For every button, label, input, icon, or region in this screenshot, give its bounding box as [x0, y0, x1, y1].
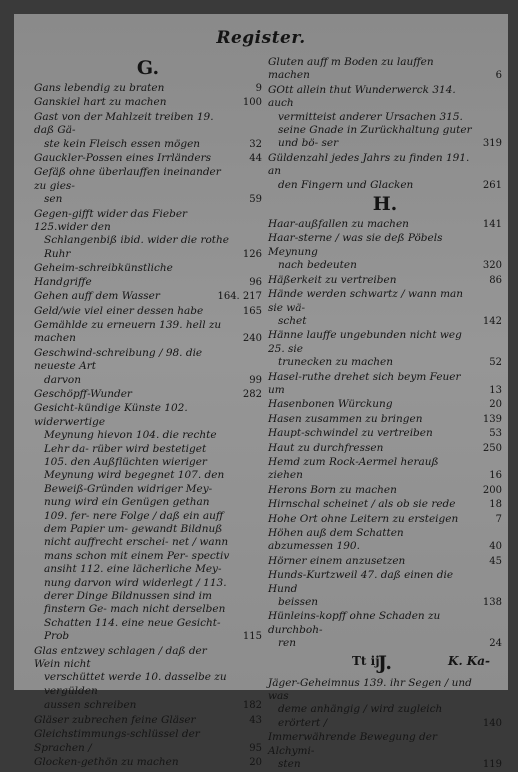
entry-text: Herons Born zu machen	[268, 483, 397, 496]
entry-continuation: nach bedeuten	[278, 259, 357, 272]
entry-continuation: deme anhängig / wird zugleich erörtert /	[278, 703, 443, 729]
entry-page-number: 126	[242, 248, 262, 260]
entry-page-number: 9	[255, 83, 262, 94]
index-column-left	[34, 56, 262, 769]
entries-h	[268, 218, 502, 651]
entry-text: Hasenbonen Würckung	[268, 398, 393, 411]
entry-text: Hünleins-kopff ohne Schaden zu durchboh-	[268, 610, 441, 636]
index-entry	[268, 84, 502, 151]
entry-page-number: 139	[482, 413, 502, 425]
entry-text: Gans lebendig zu braten	[34, 82, 165, 94]
index-entry	[34, 208, 262, 262]
entry-page-number: 6	[495, 70, 502, 82]
entry-text: Haar-außfallen zu machen	[268, 218, 409, 231]
entries-g	[34, 82, 262, 769]
entry-text: Gläser zubrechen feine Gläser	[34, 713, 196, 726]
index-entry	[268, 498, 502, 511]
entry-text: Ganskiel hart zu machen	[34, 96, 167, 109]
index-entry	[34, 262, 262, 289]
index-entry	[268, 555, 502, 568]
entry-text: Jäger-Geheimnus 139. ihr Segen / und was	[268, 676, 472, 703]
index-entry	[268, 427, 502, 440]
index-entry	[34, 699, 262, 712]
index-entry	[268, 610, 502, 650]
entry-text: Güldenzahl jedes Jahrs zu finden 191. an	[268, 151, 470, 178]
index-entry	[34, 319, 262, 346]
entry-continuation: vermitteist anderer Ursachen 315. seine Gnade in Zurückhaltung guter und bö- ser	[278, 110, 472, 150]
entry-text: Hände werden schwartz / wann man sie wä-	[268, 288, 464, 314]
entry-text: Geheim-schreibkünstliche Handgriffe	[34, 262, 173, 288]
entry-text: Gleichstimmungs-schlüssel der Sprachen /	[34, 728, 200, 754]
index-entry	[34, 388, 262, 401]
entry-text: Gast von der Mahlzeit treiben 19. daß Gä-	[34, 110, 214, 137]
entry-page-number: 261	[482, 179, 502, 191]
entries-j	[268, 677, 502, 772]
entry-continuation: ren	[278, 637, 296, 650]
index-entry	[268, 442, 502, 455]
entry-page-number: 43	[249, 714, 262, 726]
entry-page-number: 141	[482, 219, 502, 231]
entry-page-number: 45	[489, 555, 502, 567]
index-entry	[34, 756, 262, 769]
entry-text: Hirnschal scheinet / als ob sie rede	[268, 498, 456, 511]
index-entry	[268, 456, 502, 483]
entry-page-number: 86	[489, 274, 502, 286]
entry-text: Hemd zum Rock-Aermel herauß ziehen	[268, 455, 439, 482]
signature-mark: Tt ij	[352, 654, 380, 668]
entry-continuation: sten	[278, 758, 301, 771]
index-entry	[268, 569, 502, 609]
entry-continuation: Schlangenbiß ibid. wider die rothe Ruhr	[44, 234, 229, 260]
entry-page-number: 44	[249, 153, 262, 165]
index-entry	[34, 714, 262, 727]
page-title: Register.	[216, 28, 306, 48]
entry-text: Hasel-ruthe drehet sich beym Feuer um	[268, 370, 461, 396]
entry-page-number: 319	[482, 138, 502, 150]
entry-text: Glocken-gethön zu machen	[34, 755, 179, 768]
entry-text: Höhen auß dem Schatten abzumessen 190.	[268, 527, 404, 553]
index-entry	[268, 232, 502, 272]
index-entry	[34, 111, 262, 151]
entry-page-number: 250	[482, 442, 502, 454]
entry-page-number: 164. 217	[217, 291, 262, 303]
entry-page-number: 18	[489, 499, 502, 511]
entry-text: Hunds-Kurtzweil 47. daß einen die Hund	[268, 569, 454, 595]
entry-page-number: 20	[489, 399, 502, 411]
index-entry	[34, 82, 262, 95]
entry-continuation: aussen schreiben	[44, 699, 137, 712]
index-entry	[34, 166, 262, 206]
entry-page-number: 95	[249, 742, 262, 754]
index-entry	[34, 402, 262, 643]
entry-text: GOtt allein thut Wunderwerck 314. auch	[268, 83, 456, 110]
entry-text: Gemählde zu erneuern 139. hell zu machen	[34, 318, 222, 345]
entry-text: Geschöpff-Wunder	[34, 387, 132, 400]
entry-page-number: 16	[489, 470, 502, 482]
index-entry	[268, 527, 502, 554]
index-entry	[268, 677, 502, 731]
section-letter-h: H.	[372, 193, 398, 216]
entry-page-number: 240	[242, 333, 262, 345]
index-entry	[268, 731, 502, 771]
entry-continuation: Meynung hievon 104. die rechte Lehr da- rüber wird bestetiget 105. den Außflüchten wieriger Meynung wird begegnet 107. den Beweiß-Gründen widriger Mey- nung wird ein Genügen gethan 109. fer- nere Folge / daß ein auff dem Papier um- gewandt Bildnuß nicht auffrecht erschei- net / wann mans schon mit einem Per- spectiv ansiht 112. eine lächerliche Mey- nung darvon wird widerlegt / 113. derer Dinge Bildnussen sind im finstern Ge- mach nicht derselben Schatten 114. eine neue Gesicht-Prob	[44, 429, 230, 643]
entry-text: Haar-sterne / was sie deß Pöbels Meynung	[268, 232, 443, 258]
entry-text: Haut zu durchfressen	[268, 441, 384, 454]
index-entry	[268, 274, 502, 287]
entry-page-number: 142	[482, 315, 502, 327]
index-entry	[34, 728, 262, 755]
index-entry	[268, 513, 502, 526]
entry-text: Gegen-gifft wider das Fieber 125.wider den	[34, 207, 188, 234]
entry-text: Geschwind-schreibung / 98. die neueste Art	[34, 346, 203, 373]
index-entry	[34, 645, 262, 699]
entry-page-number: 24	[489, 638, 502, 650]
entry-page-number: 320	[482, 260, 502, 272]
entry-page-number: 13	[489, 384, 502, 396]
entry-continuation: trunecken zu machen	[278, 356, 394, 369]
section-letter-g: G.	[136, 57, 160, 79]
entry-text: Glas entzwey schlagen / daß der Wein nicht	[34, 644, 207, 671]
catchword: K. Ka-	[448, 654, 490, 668]
index-entry	[268, 398, 502, 411]
entry-text: Gluten auff m Boden zu lauffen machen	[268, 56, 434, 82]
entry-page-number: 99	[249, 374, 262, 386]
index-entry	[268, 484, 502, 497]
index-entry	[268, 56, 502, 83]
section-letter-j: J.	[377, 651, 393, 674]
entry-continuation: beissen	[278, 596, 319, 609]
entry-continuation: ste kein Fleisch essen mögen	[44, 137, 201, 150]
entry-text: Gauckler-Possen eines Irrländers	[34, 152, 212, 165]
entry-text: Hörner einem anzusetzen	[268, 554, 406, 567]
entry-page-number: 7	[495, 513, 502, 525]
entry-page-number: 52	[489, 357, 502, 369]
entry-page-number: 119	[482, 759, 502, 771]
entry-text: Haupt-schwindel zu vertreiben	[268, 427, 433, 440]
entry-text: Häßerkeit zu vertreiben	[268, 273, 397, 286]
entry-continuation: schet	[278, 314, 307, 327]
index-entry	[268, 152, 502, 192]
entry-page-number: 182	[242, 700, 262, 712]
entry-page-number: 138	[482, 597, 502, 609]
entry-page-number: 140	[482, 717, 502, 729]
entry-continuation: sen	[44, 193, 63, 206]
entry-page-number: 100	[242, 97, 262, 109]
entry-text: Hohe Ort ohne Leitern zu ersteigen	[268, 512, 459, 525]
entry-page-number: 200	[482, 484, 502, 496]
entry-page-number: 165	[242, 305, 262, 317]
entry-text: Geld/wie viel einer dessen habe	[34, 304, 204, 317]
entry-page-number: 20	[249, 756, 262, 768]
book-page	[14, 14, 508, 771]
entry-continuation: verschüttet werde 10. dasselbe zu vergülden	[44, 671, 227, 697]
index-entry	[268, 329, 502, 369]
index-entry	[34, 347, 262, 387]
index-entry	[34, 96, 262, 109]
index-entry	[268, 371, 502, 398]
entry-page-number: 115	[242, 631, 262, 643]
entry-continuation: darvon	[44, 373, 82, 386]
entry-page-number: 96	[249, 276, 262, 288]
index-entry	[34, 290, 262, 303]
index-entry	[268, 288, 502, 328]
index-entry	[34, 305, 262, 318]
entry-text: Gehen auff dem Wasser	[34, 290, 160, 303]
entries-g-continued	[268, 56, 502, 192]
entry-continuation: den Fingern und Glacken	[278, 178, 414, 191]
entry-page-number: 40	[489, 541, 502, 553]
entry-text: Immerwährende Bewegung der Alchymi-	[268, 731, 437, 757]
entry-text: Hänne lauffe ungebunden nicht weg 25. sie	[268, 329, 462, 355]
index-entry	[268, 218, 502, 231]
entry-text: Hasen zusammen zu bringen	[268, 412, 423, 425]
index-entry	[268, 413, 502, 426]
entry-page-number: 59	[249, 194, 262, 206]
entry-page-number: 282	[242, 388, 262, 400]
entry-page-number: 32	[249, 138, 262, 150]
entry-page-number: 53	[489, 428, 502, 440]
entry-text: Gefäß ohne überlauffen ineinander zu gies-	[34, 166, 221, 192]
index-entry	[34, 152, 262, 165]
entry-text: Gesicht-kündige Künste 102. widerwertige	[34, 402, 188, 428]
